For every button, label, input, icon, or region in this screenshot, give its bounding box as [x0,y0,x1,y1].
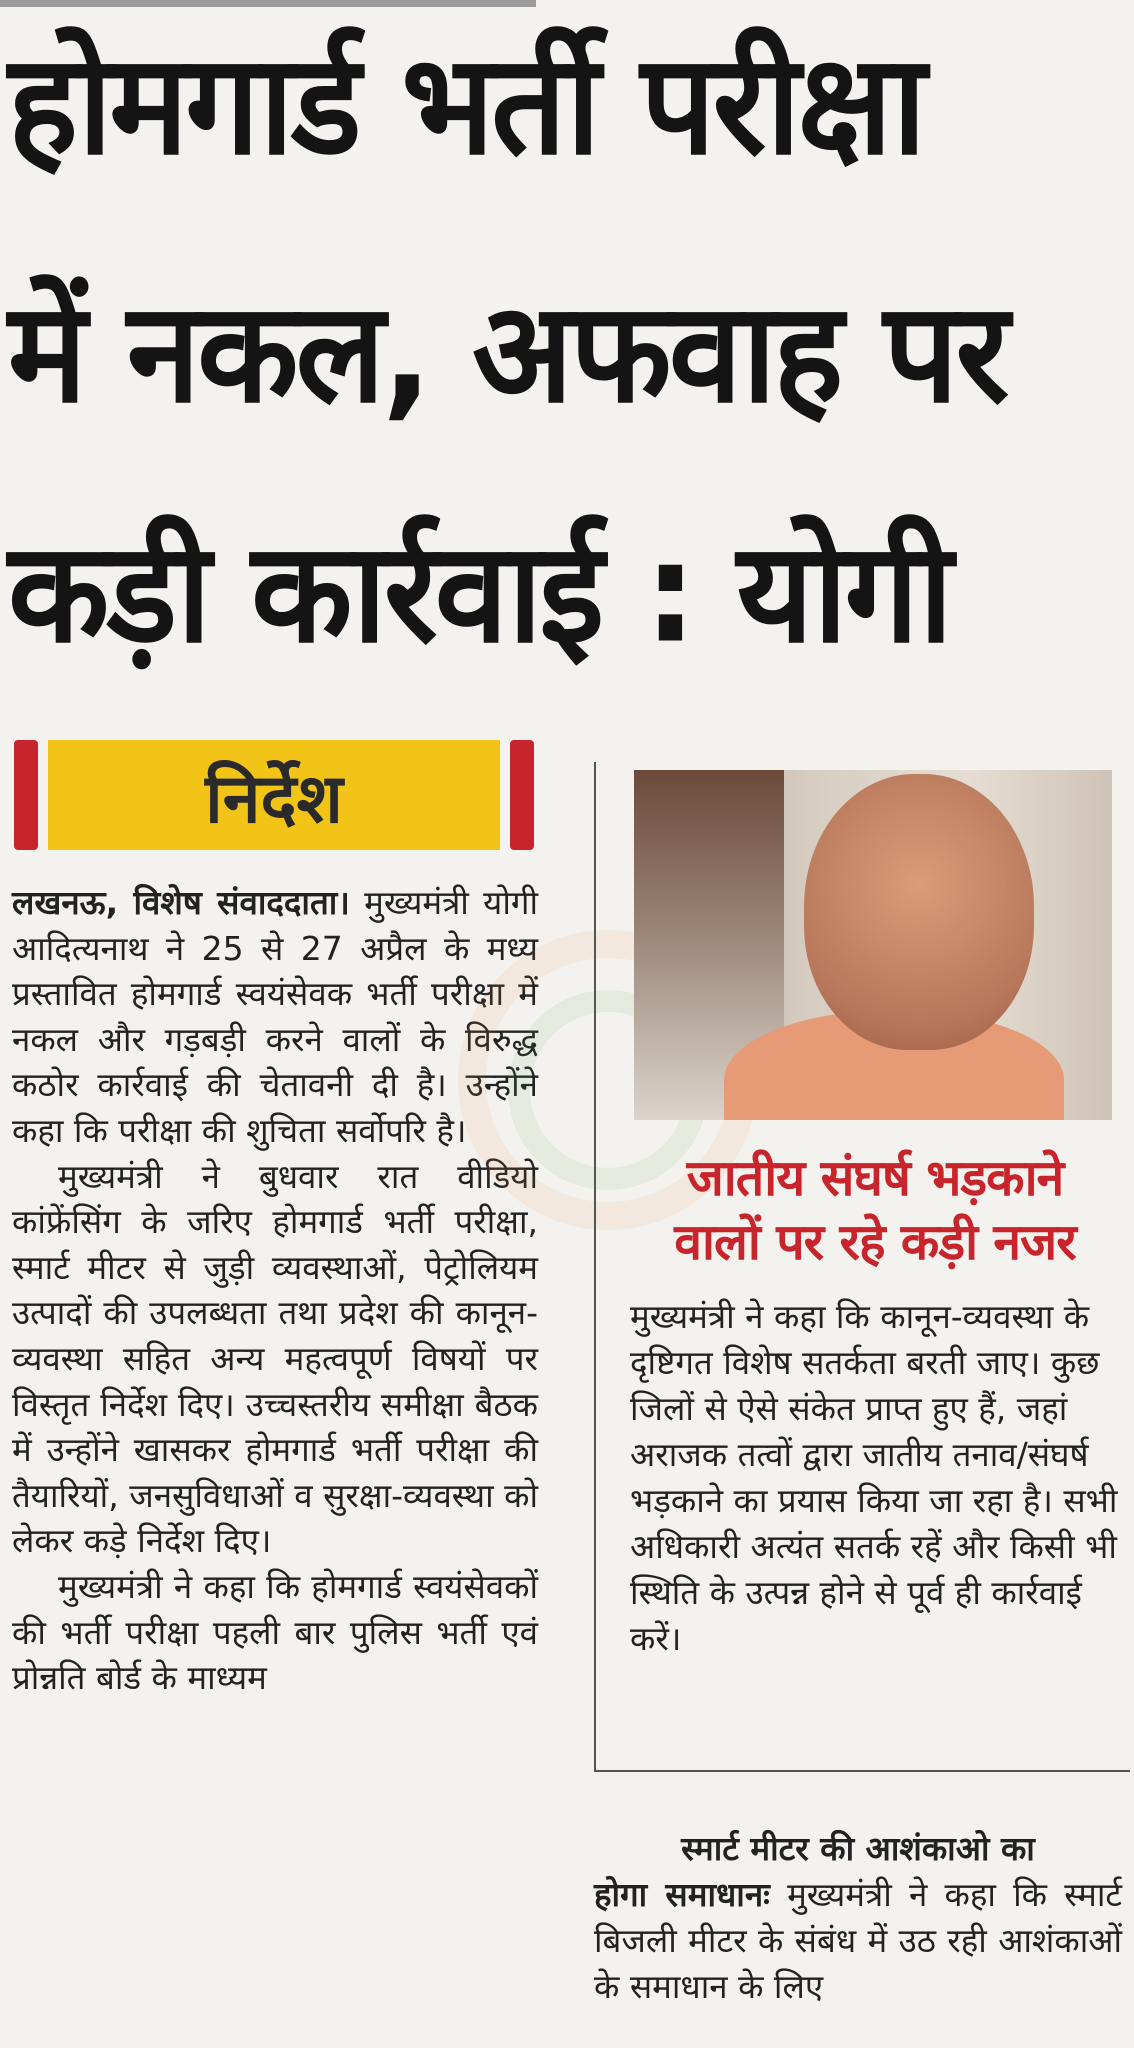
column-divider [594,762,596,1772]
dateline: लखनऊ, विशेष संवाददाता। [12,883,350,922]
box-subhead-line-2: वालों पर रहे कड़ी नजर [674,1213,1076,1271]
smart-meter-lead: होगा समाधानः [594,1875,770,1914]
smart-meter-text: मुख्यमंत्री ने कहा कि स्मार्ट बिजली मीटर के संबंध में उठ रही आशंकाओं के समाधान के लिए [594,1875,1122,2006]
article-body [12,880,538,1701]
badge-left-bar [14,740,38,850]
badge-body [48,740,500,850]
box-subhead [630,1146,1120,1274]
smart-meter-section [594,1826,1122,2010]
article-paragraph-1 [12,880,538,1154]
photo-yogi [634,770,1112,1120]
headline-line-3: कड़ी कार्रवाई : योगी [8,512,951,675]
badge-label: निर्देश [205,759,343,839]
smart-meter-title: स्मार्ट मीटर की आशंकाओ का [681,1829,1035,1868]
headline-line-1: होमगार्ड भर्ती परीक्षा [8,24,924,187]
box-subhead-line-1: जातीय संघर्ष भड़काने [686,1149,1064,1207]
badge-right-bar [510,740,534,850]
article-paragraph-3: मुख्यमंत्री ने कहा कि होमगार्ड स्वयंसेवकों की भर्ती परीक्षा पहली बार पुलिस भर्ती एवं प्रोन्नति बोर्ड के माध्यम [12,1566,538,1698]
article-paragraph-1-text: मुख्यमंत्री योगी आदित्यनाथ ने 25 से 27 अप्रैल के मध्य प्रस्तावित होमगार्ड स्वयंसेवक भर्ती परीक्षा में नकल और गड़बड़ी करने वालों के विरुद्ध कठोर कार्रवाई की चेतावनी दी है। उन्होंने कहा कि परीक्षा की शुचिता सर्वोपरि है। [12,883,538,1150]
top-rule [0,0,536,7]
headline-line-2: में नकल, अफवाह पर [8,272,1007,435]
article-paragraph-2: मुख्यमंत्री ने बुधवार रात वीडियो कांफ्रेंसिंग के जरिए होमगार्ड भर्ती परीक्षा, स्मार्ट मीटर से जुड़ी व्यवस्थाओं, पेट्रोलियम उत्पादों की उपलब्धता तथा प्रदेश की कानून-व्यवस्था सहित अन्य महत्वपूर्ण विषयों पर विस्तृत निर्देश दिए। उच्चस्तरीय समीक्षा बैठक में उन्होंने खासकर होमगार्ड भर्ती परीक्षा की तैयारियों, जनसुविधाओं व सुरक्षा-व्यवस्था को लेकर कड़े निर्देश दिए। [12,1156,538,1561]
box-bottom-rule [594,1770,1130,1772]
section-badge [14,740,534,850]
photo-head [804,774,1034,1050]
box-body-text: मुख्यमंत्री ने कहा कि कानून-व्यवस्था के दृष्टिगत विशेष सतर्कता बरती जाए। कुछ जिलों से ऐसे संकेत प्राप्त हुए हैं, जहां अराजक तत्वों द्वारा जातीय तनाव/संघर्ष भड़काने का प्रयास किया जा रहा है। सभी अधिकारी अत्यंत सतर्क रहें और किसी भी स्थिति के उत्पन्न होने से पूर्व ही कार्रवाई करें। [630,1297,1118,1658]
